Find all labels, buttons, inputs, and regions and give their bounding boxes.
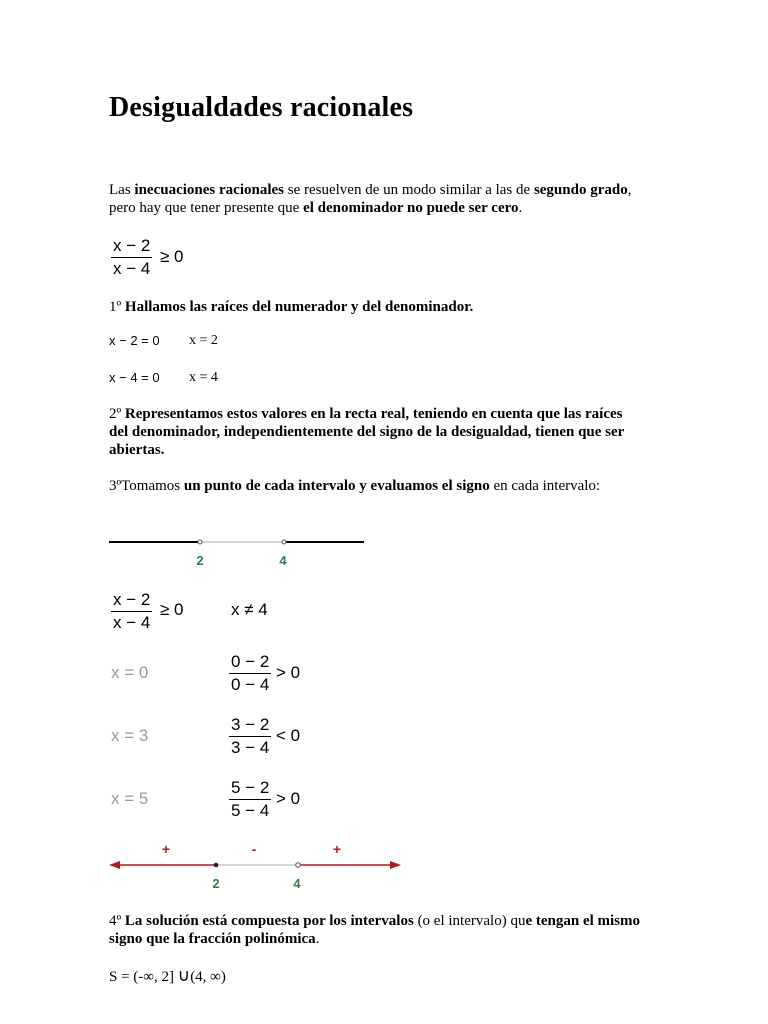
intro-text: . xyxy=(518,200,523,216)
step-bold: La solución está compuesta por los intervalos xyxy=(124,913,414,929)
fraction-bar xyxy=(229,799,271,800)
test-result: > 0 xyxy=(276,663,301,682)
test-fraction xyxy=(229,715,271,758)
fraction-numerator: x − 2 xyxy=(113,590,151,609)
step-bold: e tengan el mismo xyxy=(525,913,641,929)
inequality-relation: ≥ 0 xyxy=(160,247,184,266)
tick-label-4: 4 xyxy=(293,876,301,891)
intro-text: Las xyxy=(109,182,135,198)
test-fraction xyxy=(229,778,271,821)
test-point: x = 5 xyxy=(111,789,149,808)
number-line-roots xyxy=(100,530,380,575)
domain-condition: x ≠ 4 xyxy=(231,600,268,619)
fraction-numerator: 3 − 2 xyxy=(231,715,270,734)
intro-paragraph xyxy=(109,181,669,217)
test-point: x = 3 xyxy=(111,726,149,745)
step-text: en cada intervalo: xyxy=(489,478,601,494)
step-bold: signo que la fracción polinómica xyxy=(109,931,316,947)
step-text: (o el intervalo) qu xyxy=(413,913,526,929)
root-row xyxy=(109,333,218,350)
fraction-denominator: 5 − 4 xyxy=(231,801,270,820)
intro-text: se resuelven de un modo similar a las de xyxy=(284,182,534,198)
solution-right: (4, ∞) xyxy=(190,969,226,985)
root-equation: x − 2 = 0 xyxy=(109,333,160,348)
intro-bold: segundo grado xyxy=(533,182,628,198)
step-4 xyxy=(109,912,689,948)
step-number: 2º xyxy=(109,406,125,422)
intro-text: pero hay que tener presente que xyxy=(109,200,304,216)
page-title: Desigualdades racionales xyxy=(109,92,414,123)
step-text: . xyxy=(315,931,320,947)
fraction-numerator: 5 − 2 xyxy=(231,778,270,797)
sign-minus-middle: - xyxy=(251,841,257,857)
test-fraction xyxy=(229,652,271,695)
step-text: Tomamos xyxy=(121,478,184,494)
tick-label-2: 2 xyxy=(196,553,204,568)
step-text: abiertas. xyxy=(109,442,165,458)
fraction-numerator: x − 2 xyxy=(113,236,151,255)
open-point-2 xyxy=(198,540,202,544)
summary-fraction xyxy=(111,590,152,633)
root-solution: x = 2 xyxy=(189,333,218,348)
solution-set xyxy=(109,967,669,986)
sign-plus-right: + xyxy=(332,841,342,857)
step-3 xyxy=(109,477,669,495)
fraction-denominator: 3 − 4 xyxy=(231,738,270,757)
arrow-left-icon xyxy=(109,861,120,869)
inequality-fraction xyxy=(111,236,152,279)
union-symbol: ∪ xyxy=(177,966,191,986)
summary-relation: ≥ 0 xyxy=(160,600,184,619)
number-line-signs xyxy=(100,838,410,894)
fraction-bar xyxy=(111,611,152,612)
intro-bold: el denominador no puede ser cero xyxy=(303,200,519,216)
fraction-denominator: 0 − 4 xyxy=(231,675,270,694)
step-text: Representamos estos valores en la recta real, teniendo en cuenta que las raíces xyxy=(124,406,623,422)
fraction-bar xyxy=(111,257,152,258)
step-text: Hallamos las raíces del numerador y del denominador. xyxy=(124,299,474,315)
step-text: del denominador, independientemente del signo de la desigualdad, tienen que ser xyxy=(109,424,625,440)
test-result: < 0 xyxy=(276,726,301,745)
step-number: 3º xyxy=(109,478,122,494)
root-equation: x − 4 = 0 xyxy=(109,370,160,385)
fraction-bar xyxy=(229,736,271,737)
sign-plus-left: + xyxy=(161,841,171,857)
tick-label-2: 2 xyxy=(212,876,220,891)
step-bold: un punto de cada intervalo y evaluamos el signo xyxy=(183,478,490,494)
step-1 xyxy=(109,298,669,316)
intro-bold: inecuaciones racionales xyxy=(134,182,284,198)
closed-point-2 xyxy=(214,863,219,868)
root-row xyxy=(109,370,218,387)
step-number: 4º xyxy=(109,913,125,929)
intro-text: , xyxy=(627,182,632,198)
tick-label-4: 4 xyxy=(279,553,287,568)
fraction-bar xyxy=(229,673,271,674)
open-point-4 xyxy=(282,540,286,544)
step-number: 1º xyxy=(109,299,125,315)
step-2 xyxy=(109,405,669,459)
open-point-4 xyxy=(296,863,301,868)
arrow-right-icon xyxy=(390,861,401,869)
fraction-denominator: x − 4 xyxy=(113,613,151,632)
solution-left: S = (-∞, 2] xyxy=(109,969,178,985)
test-point: x = 0 xyxy=(111,663,149,682)
fraction-denominator: x − 4 xyxy=(113,259,151,278)
fraction-numerator: 0 − 2 xyxy=(231,652,270,671)
test-result: > 0 xyxy=(276,789,301,808)
root-solution: x = 4 xyxy=(189,370,218,385)
